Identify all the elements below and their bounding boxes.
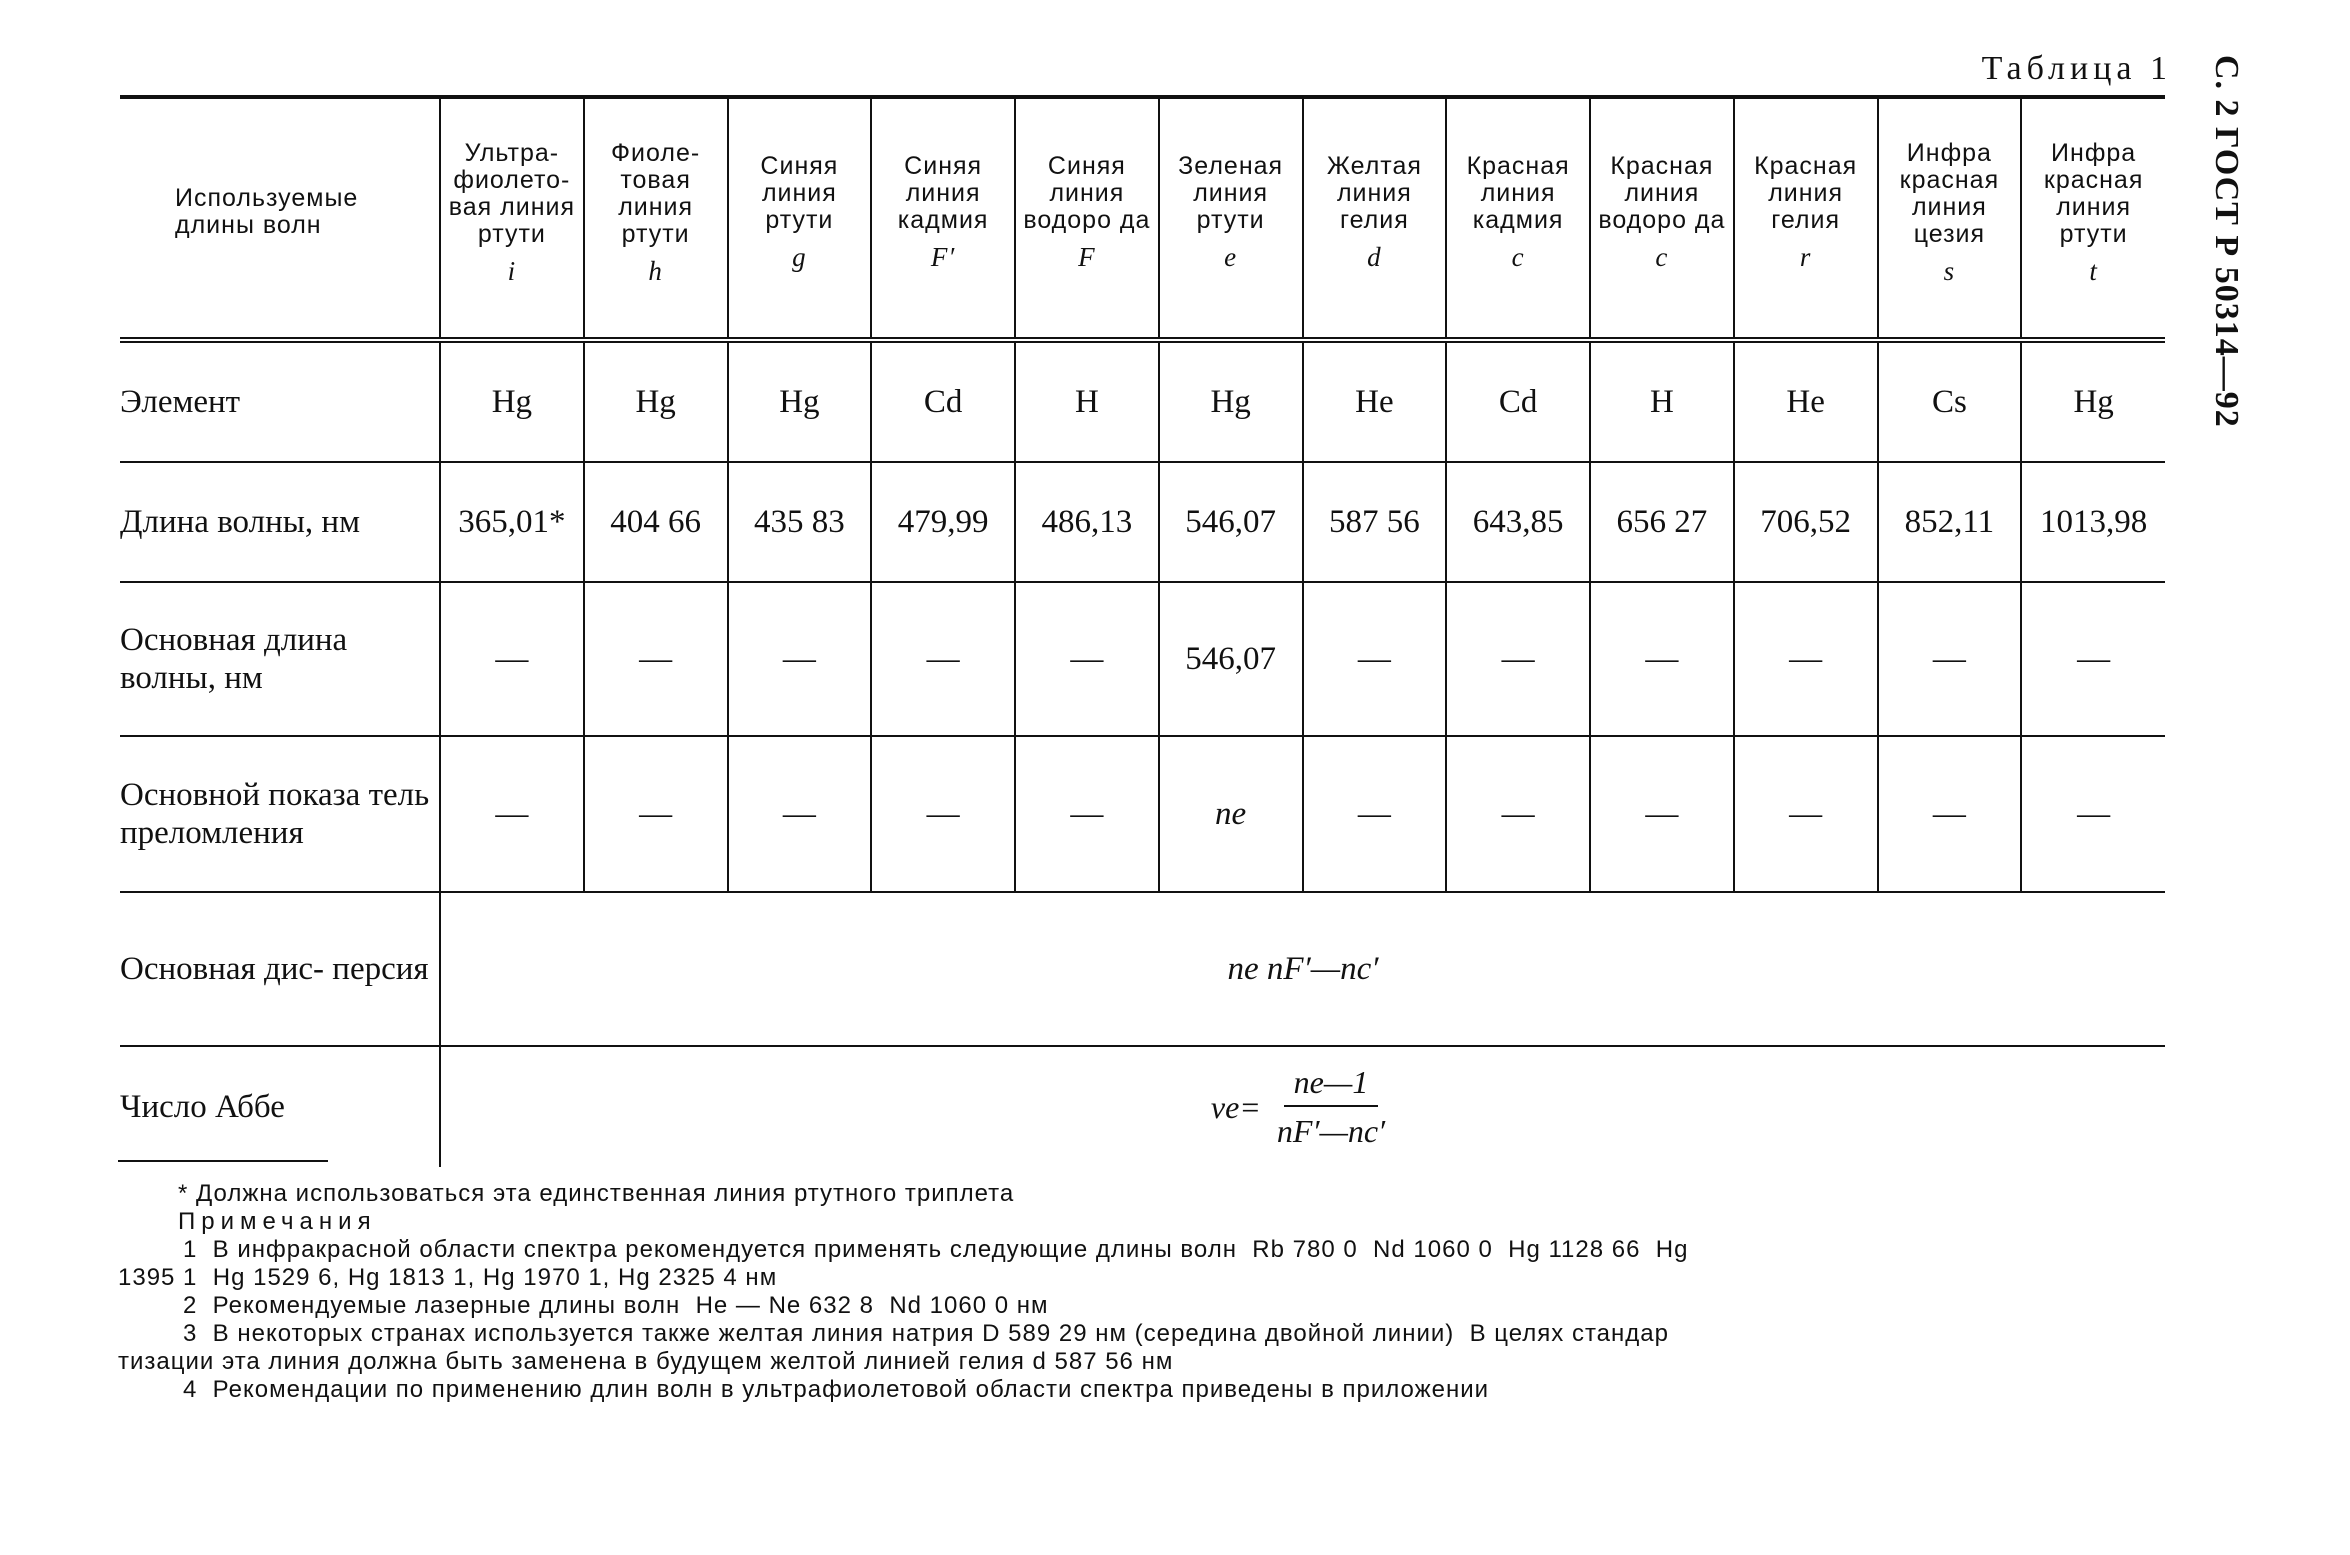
table-cell: Cs [1878, 340, 2022, 462]
header-col-6: Зеленая линия ртути e [1159, 97, 1303, 340]
table-cell: — [1878, 582, 2022, 736]
note-1: 1 В инфракрасной области спектра рекомендуется применять следующие длины волн Rb 780 0 Nd 1060 0 Hg 1128 66 Hg [183, 1236, 1689, 1263]
table-cell: 852,11 [1878, 462, 2022, 582]
table-cell: — [1590, 582, 1734, 736]
table-cell: — [1878, 736, 2022, 892]
dispersion-formula: ne nF′—nc′ [440, 892, 2165, 1046]
header-col-1: Ультра- фиолето- вая линия ртути i [440, 97, 584, 340]
abbe-fraction [1267, 1064, 1395, 1150]
table-cell: Cd [1446, 340, 1590, 462]
table-cell: — [584, 582, 728, 736]
row-label: Элемент [120, 340, 440, 462]
note-2: 2 Рекомендуемые лазерные длины волн He — Ne 632 8 Nd 1060 0 нм [183, 1292, 1049, 1319]
header-col-9: Красная линия водоро да c [1590, 97, 1734, 340]
table-cell: — [1303, 582, 1447, 736]
table-cell: 486,13 [1015, 462, 1159, 582]
table-row-main-index [120, 736, 2165, 892]
table-row-abbe [120, 1046, 2165, 1167]
table-cell: — [584, 736, 728, 892]
table-cell: — [1734, 582, 1878, 736]
table-row-main-wavelength [120, 582, 2165, 736]
footnotes [118, 1160, 2158, 1404]
footnote-asterisk: * Должна использоваться эта единственная линия ртутного триплета [178, 1180, 1015, 1207]
table-cell: 587 56 [1303, 462, 1447, 582]
note-3-continued: тизации эта линия должна быть заменена в будущем желтой линией гелия d 587 56 нм [118, 1348, 1174, 1375]
header-col-12: Инфра красная линия ртути t [2021, 97, 2165, 340]
table-cell: ne [1159, 736, 1303, 892]
table-cell: Hg [584, 340, 728, 462]
abbe-numerator: ne—1 [1284, 1064, 1379, 1107]
table-cell: Hg [1159, 340, 1303, 462]
header-col-11: Инфра красная линия цезия s [1878, 97, 2022, 340]
table-cell: — [1590, 736, 1734, 892]
header-col-2: Фиоле- товая линия ртути h [584, 97, 728, 340]
table-cell: 365,01* [440, 462, 584, 582]
table-cell: — [728, 736, 872, 892]
table-cell: 546,07 [1159, 582, 1303, 736]
table-cell: H [1590, 340, 1734, 462]
row-label: Число Аббе [120, 1089, 285, 1125]
header-col-10: Красная линия гелия r [1734, 97, 1878, 340]
table-cell: Hg [2021, 340, 2165, 462]
table-row-dispersion [120, 892, 2165, 1046]
header-col-4: Синяя линия кадмия F′ [871, 97, 1015, 340]
table-cell: — [1734, 736, 1878, 892]
header-col-7: Желтая линия гелия d [1303, 97, 1447, 340]
abbe-formula [440, 1046, 2165, 1167]
table-cell: Hg [440, 340, 584, 462]
table-cell: — [1015, 582, 1159, 736]
table-cell: Cd [871, 340, 1015, 462]
table-cell: 546,07 [1159, 462, 1303, 582]
document-page-header: С. 2 ГОСТ Р 50314—92 [2208, 55, 2245, 428]
note-1-continued: 1395 1 Hg 1529 6, Hg 1813 1, Hg 1970 1, Hg 2325 4 нм [118, 1264, 778, 1291]
table-cell: — [1446, 582, 1590, 736]
table-cell: — [728, 582, 872, 736]
table-cell: — [440, 736, 584, 892]
table-cell: 643,85 [1446, 462, 1590, 582]
table-cell: He [1734, 340, 1878, 462]
table-cell: 479,99 [871, 462, 1015, 582]
header-corner: Используемые длины волн [120, 97, 440, 340]
header-col-5: Синяя линия водоро да F [1015, 97, 1159, 340]
table-header-row [120, 97, 2165, 340]
table-cell: — [1446, 736, 1590, 892]
table-cell: 706,52 [1734, 462, 1878, 582]
table-cell: 1013,98 [2021, 462, 2165, 582]
table-row-wavelength [120, 462, 2165, 582]
abbe-denominator: nF′—nc′ [1276, 1113, 1386, 1149]
row-label: Основная длина волны, нм [120, 582, 440, 736]
note-4: 4 Рекомендации по применению длин волн в ультрафиолетовой области спектра приведены в приложении [183, 1376, 1490, 1403]
header-col-8: Красная линия кадмия c [1446, 97, 1590, 340]
table-row-element [120, 340, 2165, 462]
abbe-lhs: νe= [1210, 1088, 1261, 1125]
table-cell: — [871, 582, 1015, 736]
footnote-rule [118, 1160, 328, 1162]
table-cell: 435 83 [728, 462, 872, 582]
table-cell: — [2021, 736, 2165, 892]
note-3: 3 В некоторых странах используется также желтая линия натрия D 589 29 нм (середина двойной линии) В целях стандар [183, 1320, 1669, 1347]
notes-title: Примечания [178, 1208, 377, 1235]
table-cell: He [1303, 340, 1447, 462]
row-label: Длина волны, нм [120, 462, 440, 582]
table-cell: H [1015, 340, 1159, 462]
table-cell: Hg [728, 340, 872, 462]
table-cell: — [1303, 736, 1447, 892]
table-cell: 656 27 [1590, 462, 1734, 582]
row-label: Основной показа тель преломления [120, 736, 440, 892]
table-cell: — [871, 736, 1015, 892]
table-cell: — [2021, 582, 2165, 736]
wavelength-table [120, 95, 2165, 1167]
table-cell: — [1015, 736, 1159, 892]
header-col-3: Синяя линия ртути g [728, 97, 872, 340]
table-caption: Таблица 1 [1981, 50, 2172, 87]
row-label: Основная дис- персия [120, 892, 440, 1046]
table-cell: — [440, 582, 584, 736]
table-cell: 404 66 [584, 462, 728, 582]
